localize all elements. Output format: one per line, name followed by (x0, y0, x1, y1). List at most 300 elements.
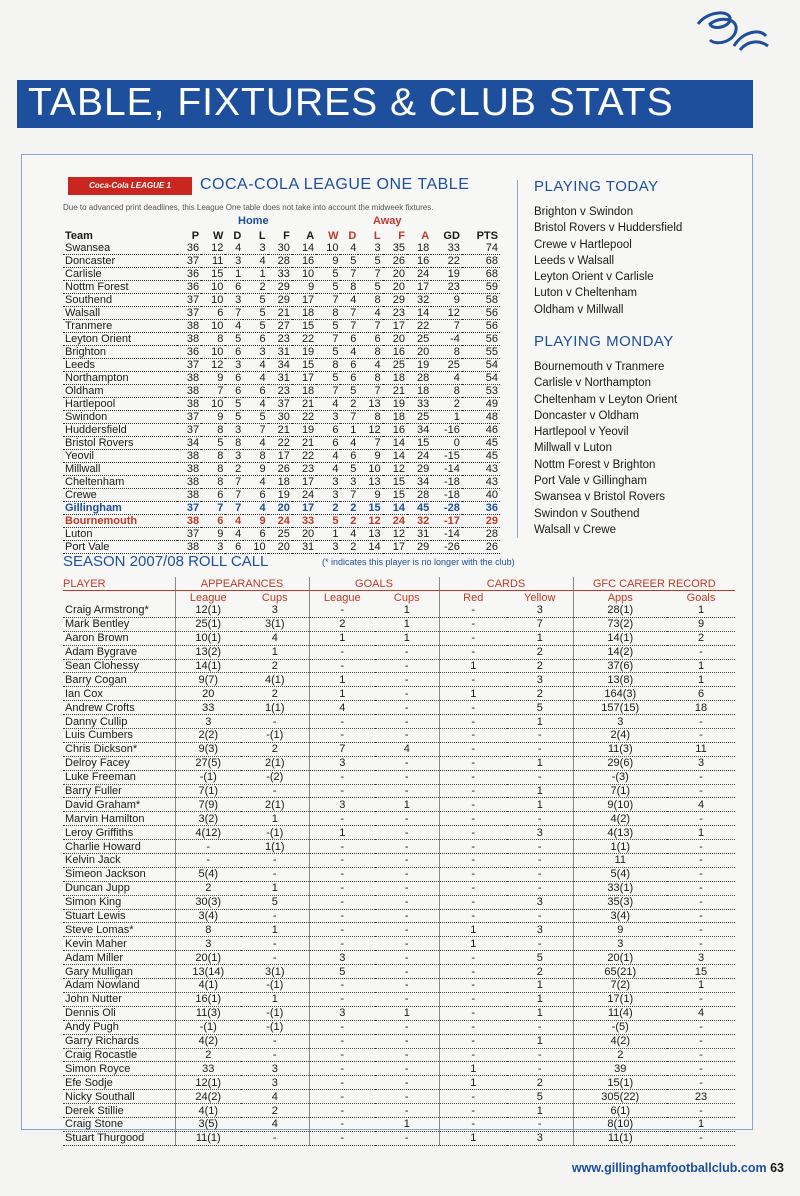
player-stat-cell: - (309, 1048, 375, 1062)
league-stat-cell: 16 (292, 255, 316, 268)
league-stat-cell: 21 (292, 437, 316, 450)
league-stat-cell: 54 (462, 372, 500, 385)
league-table-row (63, 281, 500, 294)
league-stat-cell: 59 (462, 281, 500, 294)
league-stat-cell: 31 (292, 541, 316, 554)
player-stat-cell: 11(3) (573, 742, 667, 756)
team-name: Southend (63, 294, 177, 307)
player-stat-cell: - (507, 812, 573, 826)
player-stat-cell: - (309, 715, 375, 729)
player-stat-cell: 3 (241, 604, 309, 617)
player-stat-cell: - (309, 923, 375, 937)
player-stat-cell: - (667, 840, 735, 854)
player-stat-cell: 5 (507, 701, 573, 715)
league-stat-cell: 18 (268, 476, 292, 489)
player-stat-cell: - (309, 784, 375, 798)
player-stat-cell: 1 (375, 631, 439, 645)
player-stat-cell: - (439, 784, 507, 798)
player-stat-cell: 9 (667, 617, 735, 631)
player-stat-cell: 14(1) (175, 659, 241, 673)
player-stat-cell: - (375, 645, 439, 659)
player-name: Adam Miller (63, 951, 175, 965)
player-stat-cell: 4(13) (573, 826, 667, 840)
player-row (63, 742, 735, 756)
player-stat-cell: - (439, 631, 507, 645)
player-stat-cell: - (439, 1006, 507, 1020)
player-stat-cell: - (241, 937, 309, 951)
league-stat-cell: 2 (340, 515, 358, 528)
league-stat-cell: -17 (431, 515, 462, 528)
team-name: Leeds (63, 359, 177, 372)
player-stat-cell: 1 (375, 617, 439, 631)
player-stat-cell: 4 (667, 798, 735, 812)
league-stat-cell: 7 (316, 294, 340, 307)
league-stat-cell: 38 (177, 450, 201, 463)
league-table-row (63, 450, 500, 463)
league-stat-cell: 8 (431, 385, 462, 398)
player-stat-cell: 1 (375, 1006, 439, 1020)
league-stat-cell: 8 (316, 307, 340, 320)
player-stat-cell: - (667, 1048, 735, 1062)
player-stat-cell: 1 (507, 715, 573, 729)
player-stat-cell: - (507, 867, 573, 881)
player-stat-cell: - (667, 937, 735, 951)
player-stat-cell: 2 (241, 659, 309, 673)
league-stat-cell: 10 (201, 281, 225, 294)
player-name: Andy Pugh (63, 1020, 175, 1034)
player-stat-cell: - (309, 992, 375, 1006)
league-stat-cell: 74 (462, 242, 500, 255)
league-table-row (63, 411, 500, 424)
player-stat-cell: - (375, 701, 439, 715)
league-stat-cell: 10 (201, 398, 225, 411)
league-stat-cell: 28 (462, 528, 500, 541)
player-row (63, 1048, 735, 1062)
player-stat-cell: - (667, 1020, 735, 1034)
fixture-item: Walsall v Crewe (534, 523, 617, 536)
league-stat-cell: 7 (340, 307, 358, 320)
player-stat-cell: - (439, 1034, 507, 1048)
league-stat-cell: 3 (340, 476, 358, 489)
player-stat-cell: 2(1) (241, 798, 309, 812)
league-stat-cell: 25 (383, 359, 407, 372)
player-name: Leroy Griffiths (63, 826, 175, 840)
player-stat-cell: 3 (667, 756, 735, 770)
player-stat-cell: - (241, 1034, 309, 1048)
league-stat-cell: 7 (316, 333, 340, 346)
league-stat-cell: 6 (358, 333, 382, 346)
league-stat-cell: 2 (431, 398, 462, 411)
league-stat-cell: 26 (383, 255, 407, 268)
league-stat-cell: 6 (340, 372, 358, 385)
player-stat-cell: - (667, 1131, 735, 1145)
league-table-row (63, 541, 500, 554)
player-name: Luis Cumbers (63, 729, 175, 743)
player-name: Dennis Oli (63, 1006, 175, 1020)
league-stat-cell: 58 (462, 294, 500, 307)
league-stat-cell: 37 (177, 528, 201, 541)
player-stat-cell: - (375, 881, 439, 895)
league-stat-cell: 4 (243, 502, 267, 515)
player-stat-cell: - (309, 1117, 375, 1131)
player-stat-cell: 3 (667, 951, 735, 965)
playing-monday-title: PLAYING MONDAY (534, 333, 674, 350)
player-row (63, 965, 735, 979)
league-stat-cell: 32 (407, 294, 431, 307)
league-stat-cell: 6 (340, 359, 358, 372)
league-table-row (63, 515, 500, 528)
player-stat-cell: 5 (241, 895, 309, 909)
league-stat-cell: 17 (268, 450, 292, 463)
player-stat-cell: - (667, 645, 735, 659)
player-stat-cell: - (375, 756, 439, 770)
player-stat-cell: 1 (667, 979, 735, 993)
player-stat-cell: - (439, 881, 507, 895)
player-stat-cell: 12(1) (175, 1076, 241, 1090)
league-stat-cell: 17 (292, 294, 316, 307)
fixture-item: Swindon v Southend (534, 507, 640, 520)
league-table-row (63, 489, 500, 502)
player-stat-cell: 1 (439, 1062, 507, 1076)
player-stat-cell: 164(3) (573, 687, 667, 701)
player-stat-cell: - (309, 867, 375, 881)
player-stat-cell: - (309, 1131, 375, 1145)
league-stat-cell: 17 (292, 372, 316, 385)
league-table-row (63, 268, 500, 281)
player-stat-cell: - (507, 770, 573, 784)
league-stat-cell: 16 (383, 346, 407, 359)
player-stat-cell: 9(3) (175, 742, 241, 756)
league-stat-cell: 38 (177, 320, 201, 333)
league-stat-cell: 34 (407, 476, 431, 489)
player-stat-cell: - (439, 979, 507, 993)
player-row (63, 1090, 735, 1104)
league-stat-cell: 3 (225, 450, 243, 463)
league-stat-cell: 4 (340, 294, 358, 307)
league-stat-cell: 5 (316, 281, 340, 294)
player-stat-cell: 1 (507, 992, 573, 1006)
goals-header: GOALS (309, 577, 439, 591)
player-stat-cell: - (241, 784, 309, 798)
player-stat-cell: 11(1) (573, 1131, 667, 1145)
league-stat-cell: 3 (225, 424, 243, 437)
league-table-row (63, 320, 500, 333)
player-stat-cell: 1 (375, 604, 439, 617)
player-stat-cell: 2 (507, 645, 573, 659)
league-stat-cell: 14 (383, 437, 407, 450)
player-stat-cell: - (439, 1020, 507, 1034)
league-stat-cell: 8 (431, 346, 462, 359)
player-stat-cell: - (309, 1076, 375, 1090)
player-stat-cell: - (439, 770, 507, 784)
league-stat-cell: 3 (316, 411, 340, 424)
player-stat-cell: - (439, 673, 507, 687)
player-stat-cell: 3 (309, 798, 375, 812)
player-stat-cell: - (507, 937, 573, 951)
league-stat-cell: 34 (407, 424, 431, 437)
player-stat-cell: 4 (309, 701, 375, 715)
player-name: Gary Mulligan (63, 965, 175, 979)
league-stat-cell: 25 (431, 359, 462, 372)
league-stat-cell: 34 (268, 359, 292, 372)
league-stat-cell: 8 (358, 346, 382, 359)
fixture-item: Carlisle v Northampton (534, 377, 651, 390)
player-stat-cell: 1 (507, 798, 573, 812)
league-stat-cell: 9 (201, 372, 225, 385)
team-name: Carlisle (63, 268, 177, 281)
player-row (63, 729, 735, 743)
league-stat-cell: 7 (340, 320, 358, 333)
player-stat-cell: - (309, 937, 375, 951)
league-stat-cell: 18 (383, 372, 407, 385)
cups-apps-header: Cups (261, 591, 288, 604)
player-stat-cell: 24(2) (175, 1090, 241, 1104)
club-website-link[interactable]: www.gillinghamfootballclub.com (571, 1161, 767, 1175)
footer (572, 1161, 784, 1175)
roll-call-title: SEASON 2007/08 ROLL CALL (63, 553, 269, 570)
player-stat-cell: - (507, 729, 573, 743)
player-stat-cell: 3(1) (241, 617, 309, 631)
league-stat-cell: 53 (462, 385, 500, 398)
league-stat-cell: 5 (316, 372, 340, 385)
league-stat-cell: 2 (316, 502, 340, 515)
league-stat-cell: -4 (431, 333, 462, 346)
player-row (63, 1076, 735, 1090)
player-header: PLAYER (63, 577, 175, 591)
league-stat-cell: 1 (340, 424, 358, 437)
league-stat-cell: 4 (340, 437, 358, 450)
league-stat-cell: 17 (407, 281, 431, 294)
team-name: Hartlepool (63, 398, 177, 411)
player-stat-cell: - (667, 909, 735, 923)
league-col-header: L (373, 229, 381, 242)
player-stat-cell: - (667, 1034, 735, 1048)
player-stat-cell: 4 (375, 742, 439, 756)
league-stat-cell: 17 (292, 476, 316, 489)
player-stat-cell: 13(14) (175, 965, 241, 979)
league-stat-cell: 20 (268, 541, 292, 554)
player-stat-cell: - (507, 854, 573, 868)
player-stat-cell: - (667, 867, 735, 881)
league-col-header: F (283, 229, 290, 242)
league-stat-cell: 4 (225, 242, 243, 255)
league-stat-cell: 15 (201, 268, 225, 281)
league-stat-cell: 7 (340, 411, 358, 424)
league-apps-header: League (175, 591, 241, 605)
player-stat-cell: - (439, 951, 507, 965)
league-col-header: PTS (476, 229, 498, 242)
player-stat-cell: 23 (667, 1090, 735, 1104)
player-stat-cell: - (439, 1048, 507, 1062)
league-stat-cell: 6 (243, 385, 267, 398)
player-stat-cell: 4(12) (175, 826, 241, 840)
league-stat-cell: 24 (268, 515, 292, 528)
team-name: Port Vale (63, 541, 177, 554)
player-name: Steve Lomas* (63, 923, 175, 937)
league-stat-cell: 21 (268, 424, 292, 437)
player-stat-cell: 3 (309, 756, 375, 770)
league-stat-cell: 29 (268, 281, 292, 294)
league-stat-cell: 15 (383, 476, 407, 489)
league-stat-cell: 20 (292, 528, 316, 541)
player-row (63, 881, 735, 895)
league-stat-cell: 5 (225, 333, 243, 346)
fixture-item: Port Vale v Gillingham (534, 475, 647, 488)
player-stat-cell: - (375, 659, 439, 673)
player-name: Aaron Brown (63, 631, 175, 645)
fixture-item: Doncaster v Oldham (534, 409, 639, 422)
player-row (63, 784, 735, 798)
league-stat-cell: 8 (201, 463, 225, 476)
player-stat-cell: - (439, 895, 507, 909)
player-stat-cell: 2 (309, 617, 375, 631)
league-stat-cell: 29 (268, 294, 292, 307)
league-stat-cell: 12 (431, 307, 462, 320)
league-stat-cell: 7 (225, 502, 243, 515)
league-stat-cell: 30 (268, 242, 292, 255)
player-row (63, 992, 735, 1006)
player-stat-cell: - (241, 867, 309, 881)
league-stat-cell: 21 (383, 385, 407, 398)
player-stat-cell: - (375, 687, 439, 701)
league-table-row (63, 372, 500, 385)
player-stat-cell: 33 (175, 701, 241, 715)
player-stat-cell: 7(2) (573, 979, 667, 993)
player-stat-cell: 3 (309, 951, 375, 965)
player-stat-cell: 1 (507, 1006, 573, 1020)
player-stat-cell: 11(4) (573, 1006, 667, 1020)
player-row (63, 867, 735, 881)
player-stat-cell: - (375, 1062, 439, 1076)
league-table-row (63, 242, 500, 255)
league-stat-cell: 9 (292, 281, 316, 294)
league-table-header (63, 229, 500, 242)
league-stat-cell: 2 (340, 502, 358, 515)
player-stat-cell: 1 (309, 687, 375, 701)
league-stat-cell: 22 (431, 255, 462, 268)
player-stat-cell: 3 (241, 1076, 309, 1090)
player-name: Marvin Hamilton (63, 812, 175, 826)
league-stat-cell: 19 (268, 489, 292, 502)
league-stat-cell: 8 (201, 333, 225, 346)
league-stat-cell: 4 (243, 398, 267, 411)
league-stat-cell: 5 (243, 411, 267, 424)
league-col-header: Team (65, 229, 93, 242)
player-stat-cell: 3(4) (573, 909, 667, 923)
league-stat-cell: 9 (243, 515, 267, 528)
league-stat-cell: 8 (201, 424, 225, 437)
player-row (63, 659, 735, 673)
league-table-row (63, 385, 500, 398)
league-stat-cell: 14 (292, 242, 316, 255)
league-stat-cell: 18 (407, 242, 431, 255)
league-stat-cell: 5 (316, 346, 340, 359)
player-stat-cell: 2(4) (573, 729, 667, 743)
player-stat-cell: -(1) (241, 1020, 309, 1034)
player-stat-cell: - (439, 867, 507, 881)
player-stat-cell: 2 (175, 881, 241, 895)
league-stat-cell: 2 (340, 398, 358, 411)
league-stat-cell: 22 (407, 320, 431, 333)
player-stat-cell: -(1) (241, 979, 309, 993)
league-stat-cell: 16 (407, 255, 431, 268)
player-stat-cell: - (439, 701, 507, 715)
league-stat-cell: 20 (383, 268, 407, 281)
player-stat-cell: - (309, 895, 375, 909)
player-stat-cell: 1 (375, 1117, 439, 1131)
league-stat-cell: 18 (292, 385, 316, 398)
player-stat-cell: - (439, 729, 507, 743)
player-stat-cell: - (667, 992, 735, 1006)
league-stat-cell: 7 (201, 502, 225, 515)
player-stat-cell: - (241, 951, 309, 965)
player-stat-cell: 5 (507, 951, 573, 965)
player-stat-cell: 305(22) (573, 1090, 667, 1104)
player-stat-cell: - (309, 909, 375, 923)
league-stat-cell: 24 (383, 515, 407, 528)
league-col-header: GD (443, 229, 460, 242)
league-stat-cell: 20 (268, 502, 292, 515)
league-stat-cell: 5 (243, 307, 267, 320)
player-stat-cell: - (375, 992, 439, 1006)
player-stat-cell: - (375, 1104, 439, 1118)
league-stat-cell: 5 (316, 268, 340, 281)
player-stat-cell: - (439, 798, 507, 812)
team-name: Walsall (63, 307, 177, 320)
league-stat-cell: 12 (383, 463, 407, 476)
player-stat-cell: - (309, 979, 375, 993)
league-table-row (63, 307, 500, 320)
player-stat-cell: - (309, 645, 375, 659)
league-stat-cell: 7 (358, 320, 382, 333)
league-stat-cell: 21 (292, 398, 316, 411)
league-stat-cell: 54 (462, 359, 500, 372)
player-stat-cell: 6(1) (573, 1104, 667, 1118)
player-name: Nicky Southall (63, 1090, 175, 1104)
player-stat-cell: 6 (667, 687, 735, 701)
league-stat-cell: 18 (292, 307, 316, 320)
player-stat-cell: - (309, 770, 375, 784)
fixture-item: Swansea v Bristol Rovers (534, 491, 666, 504)
player-stat-cell: - (667, 854, 735, 868)
player-stat-cell: 1 (375, 798, 439, 812)
player-stat-cell: 8(10) (573, 1117, 667, 1131)
fixture-item: Luton v Cheltenham (534, 287, 637, 300)
league-stat-cell: 4 (225, 528, 243, 541)
league-stat-cell: -26 (431, 541, 462, 554)
league-stat-cell: 4 (243, 437, 267, 450)
yellow-cards-header: Yellow (524, 591, 556, 604)
player-stat-cell: - (439, 756, 507, 770)
league-stat-cell: 10 (243, 541, 267, 554)
league-stat-cell: 29 (407, 463, 431, 476)
player-stat-cell: 11(1) (175, 1131, 241, 1145)
league-stat-cell: 4 (243, 359, 267, 372)
team-name: Gillingham (63, 502, 177, 515)
league-stat-cell: 35 (383, 242, 407, 255)
league-table-row (63, 476, 500, 489)
league-stat-cell: 6 (316, 437, 340, 450)
league-stat-cell: 6 (225, 346, 243, 359)
player-stat-cell: - (667, 784, 735, 798)
league-stat-cell: 68 (462, 268, 500, 281)
team-name: Northampton (63, 372, 177, 385)
player-stat-cell: - (507, 1062, 573, 1076)
league-stat-cell: 8 (201, 450, 225, 463)
player-stat-cell: 4 (241, 1090, 309, 1104)
player-row (63, 909, 735, 923)
player-stat-cell: 4(2) (175, 1034, 241, 1048)
